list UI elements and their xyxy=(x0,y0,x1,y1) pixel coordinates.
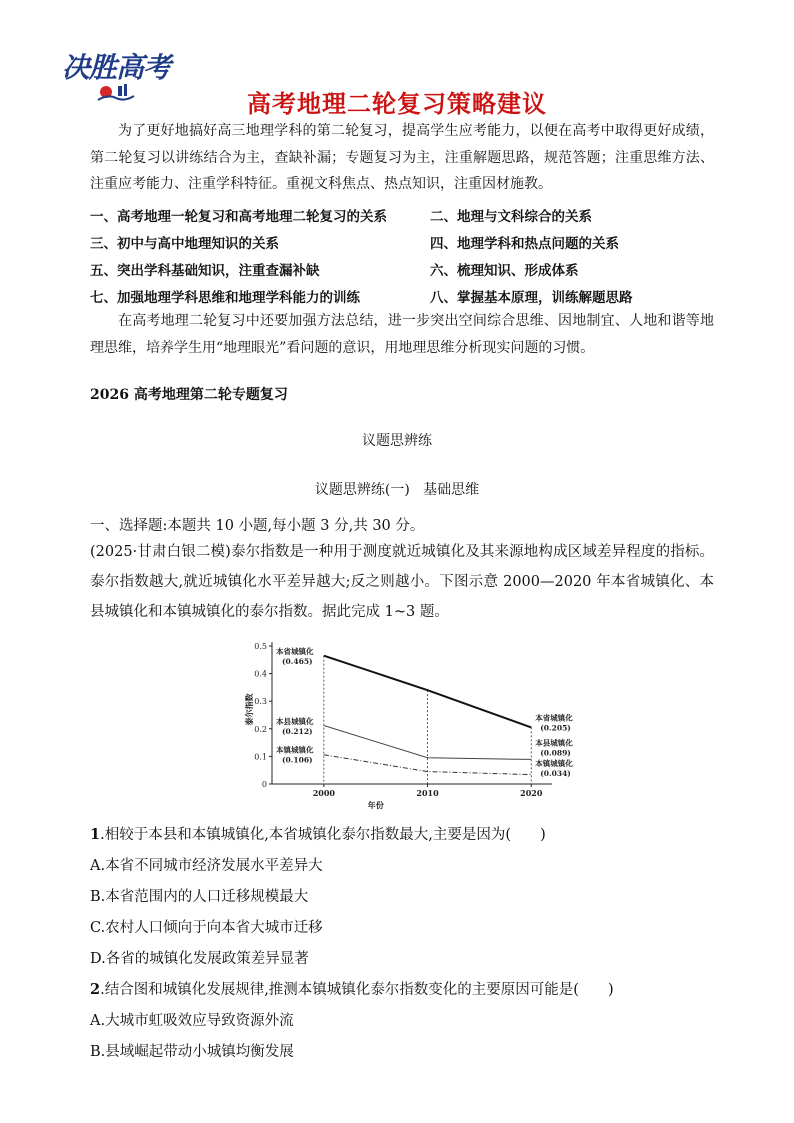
strategy-item: 四、地理学科和热点问题的关系 xyxy=(430,236,619,252)
strategy-item: 一、高考地理一轮复习和高考地理二轮复习的关系 xyxy=(90,209,387,225)
option-a: A.本省不同城市经济发展水平差异大 xyxy=(90,858,323,874)
question-2 xyxy=(90,975,714,1005)
question-text: .结合图和城镇化发展规律,推测本镇城镇化泰尔指数变化的主要原因可能是( ) xyxy=(100,982,614,998)
strategy-row xyxy=(90,232,714,258)
option-d: D.各省的城镇化发展政策差异显著 xyxy=(90,951,309,967)
strategy-item: 六、梳理知识、形成体系 xyxy=(430,263,579,279)
start-label-name: 本县城镇化 xyxy=(276,716,314,726)
y-tick-label: 0.4 xyxy=(254,669,267,679)
strategy-item: 二、地理与文科综合的关系 xyxy=(430,209,592,225)
start-label-value: (0.212) xyxy=(282,726,313,736)
line-chart xyxy=(240,636,573,812)
y-tick-label: 0 xyxy=(261,780,267,789)
end-label-name: 本县城镇化 xyxy=(535,738,573,748)
end-label-name: 本镇城镇化 xyxy=(535,759,573,769)
sub-heading: 议题思辨练 xyxy=(362,433,432,449)
start-label-name: 本镇城镇化 xyxy=(276,745,314,755)
strategy-item: 五、突出学科基础知识，注重查漏补缺 xyxy=(90,263,320,279)
start-label-value: (0.465) xyxy=(282,657,313,666)
option-c: C.农村人口倾向于向本省大城市迁移 xyxy=(90,920,323,936)
y-axis-label: 泰尔指数 xyxy=(244,693,254,726)
strategy-item: 八、掌握基本原理，训练解题思路 xyxy=(430,290,633,306)
y-tick-label: 0.1 xyxy=(254,752,267,762)
end-label-value: (0.034) xyxy=(540,769,571,779)
x-tick-label: 2020 xyxy=(520,788,543,798)
section-heading: 2026 高考地理第二轮专题复习 xyxy=(90,387,288,403)
logo-text: 决胜高考 xyxy=(62,51,171,84)
end-label-value: (0.089) xyxy=(540,748,571,758)
strategy-row xyxy=(90,205,714,231)
y-tick-label: 0.3 xyxy=(254,697,267,707)
option-b: B.本省范围内的人口迁移规模最大 xyxy=(90,889,309,905)
start-label-name: 本省城镇化 xyxy=(276,647,314,656)
strategy-row xyxy=(90,259,714,285)
y-tick-label: 0.5 xyxy=(254,642,267,651)
page-title: 高考地理二轮复习策略建议 xyxy=(247,90,547,118)
option-b: B.县域崛起带动小城镇均衡发展 xyxy=(90,1044,294,1060)
x-tick-label: 2000 xyxy=(312,788,335,798)
section-intro: 一、选择题:本题共 10 小题,每小题 3 分,共 30 分。 xyxy=(90,518,425,534)
end-label-name: 本省城镇化 xyxy=(535,713,573,723)
y-tick-label: 0.2 xyxy=(254,724,267,734)
question-number: 1 xyxy=(90,826,101,843)
question-stem: (2025·甘肃白银二模)泰尔指数是一种用于测度就近城镇化及其来源地构成区域差异程度的指标。泰尔指数越大,就近城镇化水平差异越大;反之则越小。下图示意 2000—2020 年本省城镇化、本县城镇化和本镇城镇化的泰尔指数。据此完成 1~3 题。 xyxy=(90,544,714,620)
x-axis-label: 年份 xyxy=(367,800,384,810)
x-tick-label: 2010 xyxy=(416,788,439,798)
sub-heading-2: 议题思辨练(一) 基础思维 xyxy=(314,482,480,498)
start-label-value: (0.106) xyxy=(282,755,313,765)
end-label-value: (0.205) xyxy=(540,723,571,733)
closing-paragraph: 在高考地理二轮复习中还要加强方法总结，进一步突出空间综合思维、因地制宜、人地和谐等地理思维，培养学生用“地理眼光”看问题的意识，用地理思维分析现实问题的习惯。 xyxy=(90,313,714,356)
strategy-item: 七、加强地理学科思维和地理学科能力的训练 xyxy=(90,290,360,306)
question-1 xyxy=(90,820,714,850)
intro-paragraph: 为了更好地搞好高三地理学科的第二轮复习，提高学生应考能力，以便在高考中取得更好成绩，第二轮复习以讲练结合为主，查缺补漏；专题复习为主，注重解题思路，规范答题；注重思维方法、注重应考能力、注重学科特征。重视文科焦点、热点知识，注重因材施教。 xyxy=(90,123,714,192)
strategy-item: 三、初中与高中地理知识的关系 xyxy=(90,236,279,252)
question-number: 2 xyxy=(90,981,101,998)
question-text: .相较于本县和本镇城镇化,本省城镇化泰尔指数最大,主要是因为( ) xyxy=(100,827,546,843)
option-a: A.大城市虹吸效应导致资源外流 xyxy=(90,1013,294,1029)
